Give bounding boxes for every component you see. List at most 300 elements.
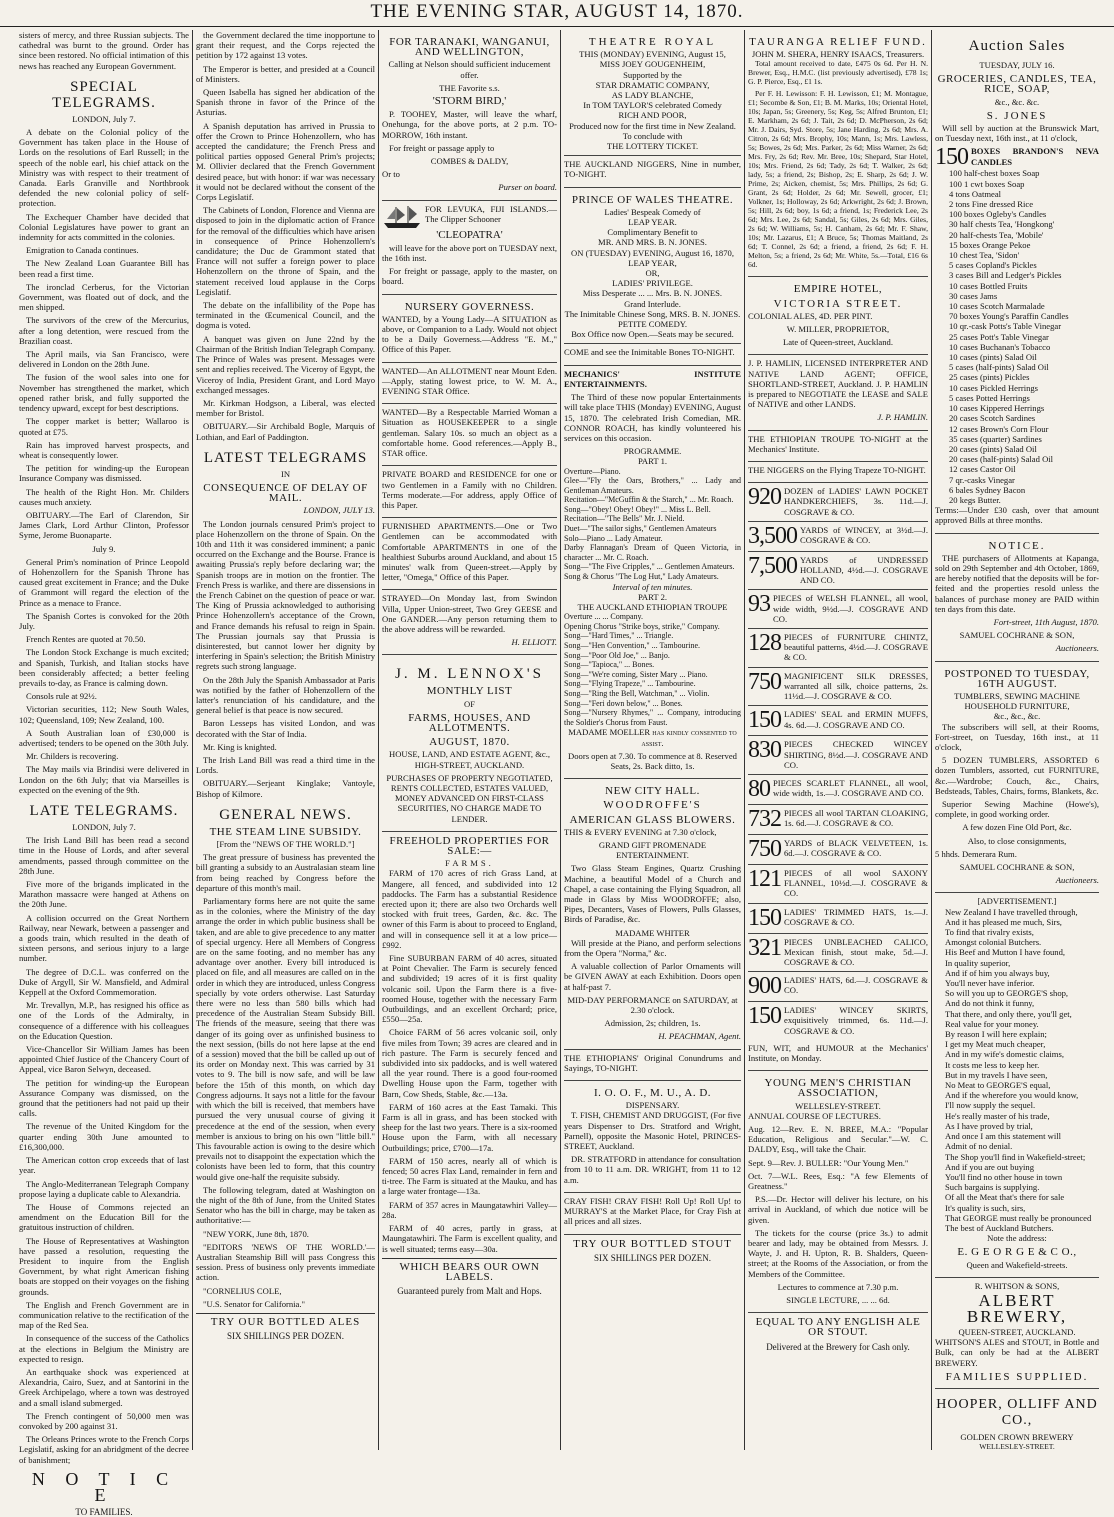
news-paragraph: In consequence of the success of the Catholics at the elections in Belgium the Ministry are expected to resign. <box>19 1333 189 1364</box>
news-paragraph: The English and French Government are in communication relative to the rectification of the map of the Red Sea. <box>19 1299 189 1331</box>
news-paragraph: The fusion of the wool sales into one for November has strengthened the market, which opened rather brisk, and fully supported the tendency upward, except for best descriptions. <box>19 372 189 414</box>
theatre-line: In TOM TAYLOR'S celebrated Comedy <box>583 100 722 111</box>
commence-note: Lectures to commence at 7.30 p.m. <box>777 1281 899 1292</box>
evening-title: THIS & EVERY EVENING at 7.30 o'clock, <box>564 826 717 837</box>
cosgrave-quantity: 920 <box>748 484 781 511</box>
lecture-item: Sept. 9—Rev. J. BULLER: "Our Young Men." <box>748 1157 909 1168</box>
postponed-title: POSTPONED TO TUESDAY, 16TH AUGUST. <box>944 667 1090 690</box>
poem-line: You'll never have inferior. <box>945 978 1035 989</box>
column-2 <box>193 30 379 1450</box>
telegrams-continued <box>196 30 375 442</box>
news-paragraph: A banquet was given on June 22nd by the Chairman of the British Indian Telegraph Company. The Prince of Wales was present. Messages were sent and replies received. The Viceroy of Egypt, the Viceroy of India, President Grant, and Lord Mayo exchanged messages. <box>196 333 375 395</box>
ales-ad: TRY OUR BOTTLED ALES <box>196 1313 375 1327</box>
furnished-ad <box>382 518 557 590</box>
trapeze-ad <box>748 462 928 483</box>
news-paragraph: "EDITORS 'NEWS OF THE WORLD.'—Australian Steamship Bill will pass Congress this session. Press of business only prevents immediate action. <box>196 1241 375 1283</box>
auction-lot: 35 cases (quarter) Sardines <box>949 433 1042 444</box>
latest-in: IN <box>280 468 291 479</box>
treasurers <box>748 49 928 59</box>
private-board-ad <box>382 466 557 518</box>
poem-line: I'll now supply the sequel. <box>945 1100 1036 1111</box>
stout-ad-price: SIX SHILLINGS PER DOZEN. <box>594 1252 711 1263</box>
news-paragraph: An earthquake shock was experienced at Alexandria, Cairo, Suez, and at Santorini in the Greek Archipelago, where a town was destroyed and a small island submerged. <box>19 1366 189 1408</box>
cosgrave-quantity: 900 <box>748 973 781 1000</box>
freehold-title: FREEHOLD PROPERTIES FOR SALE:— <box>389 834 550 857</box>
lennox-sub1: MONTHLY LIST <box>426 685 513 698</box>
part2-title: PART 2. <box>637 591 668 602</box>
empire-title: EMPIRE HOTEL, <box>793 283 883 296</box>
auction-lot: 10 cases (pints) Salad Oil <box>949 352 1037 363</box>
prince-line: Miss Desperate ... ... Mrs. B. N. JONES. <box>582 288 723 299</box>
lennox-agent: HOUSE, LAND, AND ESTATE AGENT, &c., HIGH-STREET, AUCKLAND. <box>389 749 550 770</box>
latest-telegrams-body <box>196 519 375 799</box>
cosgrave-quantity: 732 <box>748 805 781 832</box>
tumblers-etc: &c., &c., &c. <box>993 711 1041 722</box>
auction-lot: 3 cases Bill and Ledger's Pickles <box>949 270 1062 281</box>
advert-label: [ADVERTISEMENT.] <box>977 896 1057 907</box>
auction-lot: 2 tons Fine dressed Rice <box>949 199 1034 210</box>
taranaki-body2: For freight or passage apply to <box>389 142 495 153</box>
programme-part1 <box>564 467 741 582</box>
theatre-line: RICH AND POOR, <box>618 110 687 121</box>
prince-line: ON (TUESDAY) EVENING, August 16, 1870, <box>571 247 734 258</box>
news-paragraph: The Cabinets of London, Florence and Vienna are disposed to join in the diplomatic action of France for the removal of the difficulties which have arisen in consequence of Prince Hohenzollern's candidature; the Duc de Grammont stated that France will not suffer a foreign power to place Hohenzollern on the throne of Spain, and the statement received loud applause in the Corps Legislatif. <box>196 205 375 297</box>
cosgrave-quantity: 750 <box>748 835 781 862</box>
butcher-poem <box>935 907 1099 1234</box>
kapanga-notice <box>935 534 1099 662</box>
auction-lot: 10 cases Buchanan's Tobacco <box>949 341 1051 352</box>
programme-item: Song—"Poor Old Joe," ... Banjo. <box>564 650 670 660</box>
tauranga-ad <box>748 30 928 277</box>
prince-line: MR. AND MRS. B. N. JONES. <box>598 237 707 248</box>
lecture-item: Oct. 7—W.L. Rees, Esq.: "A few Elements of Greatness." <box>748 1170 928 1191</box>
cosgrave-ad <box>748 805 928 835</box>
groceries-title: GROCERIES, CANDLES, TEA, RICE, SOAP, <box>937 73 1097 96</box>
taranaki-agent: COMBES & DALDY, <box>430 156 509 167</box>
poem-line: By reason I will here explain; <box>945 1029 1047 1040</box>
taranaki-purser: Purser on board. <box>498 182 557 193</box>
programme-item: Darby Flannagan's Dream of Queen Victoria, in character ... Mr. C. Roach. <box>564 543 741 562</box>
notice-subheading: TO FAMILIES. <box>75 1506 133 1517</box>
auction-lot: 70 boxes Young's Paraffin Candles <box>949 311 1069 322</box>
news-paragraph: The New Zealand Loan Guarantee Bill has been read a first time. <box>19 258 189 279</box>
poem-line: That GEORGE must really be pronounced <box>945 1212 1092 1223</box>
news-paragraph: The Irish Land Bill was read a third time in the Lords. <box>196 755 375 776</box>
cosgrave-ad <box>748 904 928 934</box>
farm-listing: Choice FARM of 56 acres volcanic soil, only five miles from Town; 39 acres are cleared and in rich pasture. The Farm is securely fenced and subdivided into six paddocks, and is well watered all the year round. There is a good four-roomed Dwelling House upon the Farm, together with Barn, Cow Sheds, Stable, &c.—13a. <box>382 1027 557 1099</box>
cosgrave-description: YARDS of WINCEY, at 3½d.—J. COSGRAVE & CO. <box>800 524 928 546</box>
cosgrave-ad <box>748 1002 928 1040</box>
programme-item: Song—"Ring the Bell, Watchman," ... Violin. <box>564 689 710 698</box>
tumblers-ad <box>935 662 1099 894</box>
allotment-body: WANTED—An ALLOTMENT near Mount Eden.—Apply, stating lowest price, to W. M. A., EVENING STAR Office. <box>382 365 557 397</box>
poem-line: You'll find no other house in town <box>945 1171 1063 1182</box>
equal-ale-sub: Delivered at the Brewery for Cash only. <box>766 1341 910 1352</box>
column-5 <box>745 30 932 1450</box>
prince-of-wales-ad <box>564 188 741 345</box>
single-lecture: SINGLE LECTURE, ... ... 6d. <box>786 1295 890 1305</box>
programme-item: Overture ... ... Company. <box>564 612 644 622</box>
poem-line: Amongst colonial Butchers. <box>945 937 1042 948</box>
notice-title: NOTICE. <box>988 539 1046 552</box>
cosgrave-ad <box>748 835 928 865</box>
grand-gift: GRAND GIFT PROMENADE ENTERTAINMENT. <box>598 840 707 861</box>
cosgrave-quantity: 3,500 <box>748 522 797 549</box>
auction-lot: 30 cases Jams <box>949 290 998 301</box>
news-paragraph: On the 28th July the Spanish Ambassador at Paris was notified by the father of Hohenzollern of the latter's renunciation of his candidature, and the general belief is that peace is now secured. <box>196 674 375 716</box>
news-paragraph: The great pressure of business has prevented the bill granting a subsidy to an Australasian steam line from being reached by Congress before the departure of this month's mail. <box>196 852 375 893</box>
cosgrave-description: YARDS of UNDRESSED HOLLAND, 4½d.—J. COSGRAVE AND CO. <box>800 554 928 586</box>
poem-line: I get my Meat much cheaper, <box>945 1039 1046 1050</box>
theatre-line: MISS JOEY GOUGENHEIM, <box>599 59 706 70</box>
poem-line: And if the wherefore you would know, <box>945 1090 1079 1101</box>
lennox-title: J. M. LENNOX'S <box>395 666 544 683</box>
ship-intro: THE Favorite s.s. <box>439 82 500 93</box>
crayfish-ad <box>564 1193 741 1235</box>
programme-item: Song & Chorus "The Log Hut," Lady Amateurs. <box>564 572 719 582</box>
lennox-date: AUGUST, 1870. <box>429 736 510 749</box>
lennox-ad <box>382 655 557 831</box>
lot-head: BOXES BRANDON'S NEVA CANDLES <box>971 146 1099 167</box>
programme-item: Solo—Piano ... Lady Amateur. <box>564 533 663 543</box>
poem-line: And if of him you always buy, <box>945 967 1050 978</box>
glass-body: Two Glass Steam Engines, Quartz Crushing Machine, a beautiful Model of a Church and Chapel, a case containing the Flying Squadron, all made in Glass by Miss WOODROFFE; also, Pipes, Decanters, Vases of Flowers, Pulls Glasses, Birds of Paradise, &c. <box>564 863 741 925</box>
news-paragraph: The Exchequer Chamber have decided that Colonial Legislatures have power to grant an indemnity for acts committed in the colonies. <box>19 211 189 243</box>
tauranga-title: TAURANGA RELIEF FUND. <box>749 36 927 48</box>
programme-item: Duet—"The sailor sighs," Gentlemen Amateurs <box>564 524 717 534</box>
ymca-title: YOUNG MEN'S CHRISTIAN ASSOCIATION, <box>764 1077 912 1100</box>
dateline: LONDON, July 7. <box>72 822 136 832</box>
annual-course: ANNUAL COURSE OF LECTURES. <box>748 1110 881 1121</box>
empire-hotel-ad <box>748 277 928 355</box>
stout-ad: TRY OUR BOTTLED STOUT <box>573 1237 732 1250</box>
woodroffe-sub: AMERICAN GLASS BLOWERS. <box>569 813 736 826</box>
prince-title: PRINCE OF WALES THEATRE. <box>571 193 734 206</box>
jones-body: Will sell by auction at the Brunswick Mart, on Tuesday next, 16th inst., at 11 o'clock, <box>935 123 1099 144</box>
levuka-ad <box>382 201 557 295</box>
theatre-line: Produced now for the first time in New Zealand. <box>569 120 736 131</box>
theatre-title: THEATRE ROYAL <box>588 36 717 48</box>
cosgrave-quantity: 7,500 <box>748 552 797 579</box>
poem-line: So will you up to GEORGE'S shop, <box>945 988 1069 999</box>
madame-body: Will preside at the Piano, and perform selections from the Opera "Norma," &c. <box>564 937 741 959</box>
auction-lot: 100 half-chest boxes Soap <box>949 168 1040 179</box>
latest-telegrams-heading: LATEST TELEGRAMS <box>203 449 368 466</box>
stratford-body: DR. STRATFORD in attendance for consultation from 10 to 11 a.m. DR. WRIGHT, from 11 to 12 a.m. <box>564 1154 741 1185</box>
auction-lot: 5 cases (half-pints) Salad Oil <box>949 362 1049 373</box>
cosgrave-description: PIECES all wool TARTAN CLOAKING, 1s. 6d.—J. COSGRAVE & CO. <box>784 807 928 829</box>
prince-line: Grand Interlude. <box>624 298 681 309</box>
news-paragraph: Emigration to Canada continues. <box>26 245 139 256</box>
news-paragraph: OBITUARY.—The Earl of Clarendon, Sir James Clark, Lord Arthur Clinton, Professor Syme, Jerome Buonaparte. <box>19 509 189 541</box>
cosgrave-quantity: 150 <box>748 904 781 931</box>
cochrane-name: SAMUEL COCHRANE & SON, <box>959 630 1075 641</box>
news-paragraph: General Prim's nomination of Prince Leopold of Hohenzollern for the Spanish Throne has caused great excitement in France; and the Duke of Grammont will regard the election of the Prince as a menace to France. <box>19 556 189 608</box>
cosgrave-quantity: 830 <box>748 737 781 764</box>
labels-ad-sub: Guaranteed purely from Malt and Hops. <box>397 1286 542 1297</box>
theatre-lines <box>564 49 741 151</box>
programme-title: PROGRAMME. <box>623 446 682 457</box>
iof-title: I. O. O. F., M. U., A. D. <box>593 1087 712 1100</box>
housekeeper-body: WANTED—By a Respectable Married Woman a Situation as HOUSEKEEPER to a single gentleman. Salary 10s. so much an object as a comfortable home. Good references.—Apply B., STAR office. <box>382 407 557 459</box>
golden-crown: GOLDEN CROWN BREWERY <box>960 1431 1074 1442</box>
niggers-ad <box>564 156 741 187</box>
auction-lots <box>935 168 1099 505</box>
news-paragraph: the Government declared the time inopportune to grant their request, and the Corps rejected the petition by 172 against 13 votes. <box>196 30 375 61</box>
news-paragraph: Baron Lesseps has visited London, and was decorated with the Star of India. <box>196 718 375 739</box>
strayed-body: STRAYED—On Monday last, from Swindon Villa, Upper Union-street, Two Grey GEESE and One GANDER.—Any person returning them to the above address will be rewarded. <box>382 593 557 634</box>
george-address: Queen and Wakefield-streets. <box>966 1259 1068 1270</box>
auction-lot: 25 cases (pints) Pickles <box>949 372 1030 383</box>
auction-date: TUESDAY, JULY 16. <box>979 60 1055 70</box>
cosgrave-ad <box>748 483 928 522</box>
auction-lot: 20 cases (pints) Salad Oil <box>949 443 1037 454</box>
crayfish-body: CRAY FISH! CRAY FISH! Roll Up! Roll Up! to MURRAY'S at the Market Place, for Cray Fish at all prices and all sizes. <box>564 1195 741 1227</box>
treasurer-2: HENRY ISAACS, <box>820 49 885 60</box>
allotment-ad <box>382 363 557 405</box>
auction-lot: 30 half chests Tea, 'Hongkong' <box>949 219 1055 230</box>
notice-date: Fort-street, 11th August, 1870. <box>993 616 1099 627</box>
gift-body: A valuable collection of Parlor Ornaments will be GIVEN AWAY at each Exhibition. Doors open at half-past 7. <box>564 961 741 992</box>
jones-name: S. JONES <box>986 109 1048 122</box>
treasurer-1: JOHN M. SHERA, <box>751 49 819 60</box>
farm-listing: FARM of 40 acres, partly in grass, at Maungatawhiri. The Farm is excellent quality, and is well situated; terms easy—30a. <box>382 1223 557 1254</box>
news-paragraph: A South Australian loan of £30,000 is advertised; tenders to be opened on the 30th July. <box>19 727 189 748</box>
poem-line: His Beef and Mutton I have found, <box>945 947 1066 958</box>
taranaki-ad <box>382 30 557 201</box>
news-paragraph: The American cotton crop exceeds that of last year. <box>19 1155 189 1176</box>
news-paragraph: Consols rule at 92½. <box>26 691 97 702</box>
auction-lot: 5 cases Copland's Pickles <box>949 260 1037 271</box>
poem-line: The best of Auckland Butchers. <box>945 1222 1054 1233</box>
note-address: Note the address: <box>987 1233 1047 1244</box>
auction-lot: 12 cases Brown's Corn Flour <box>949 423 1049 434</box>
cosgrave-quantity: 750 <box>748 668 781 695</box>
programme-item: Overture—Piano. <box>564 466 621 476</box>
news-paragraph: The Irish Land Bill has been read a second time in the House of Lords, and after several amendments, passed through committee on the 28th June. <box>19 835 189 876</box>
cosgrave-ad <box>748 972 928 1002</box>
tauranga-list: Per F. H. Lewisson: F. H. Lewisson, £1; M. Montague, £1; Secombe & Son, £1; B. M. Marks, 10s; Oriental Hotel, 10s; Japan, 5s; Greenery, 5s; Keg, 5s; Alfred Brunton, £1; E. Markham, 2s 6d; J. Tait, 2s 6d; D. McPherson, 2s 6d; Mr. J. Dairs, Syd. Store, 5s; Jane Harding, 2s 6d; Mrs. A. Citron, 2s 6d; Mrs. Brophy, 10s; Mann, 1s; Mrs. Lawless, 5s; Bowes, 2s 6d; Mrs. Parker, 2s 6d; Miss Warner, 2s 6d; Mrs. Fry, 2s 6d; Rev. Mr. Bree, 10s; Shepard, Star Hotel, 10s; Mrs. Friend, 2s 6d; Tady, 2s 6d; T. Walker, 2s 6d; lady, 5s; a friend, 2s; Bishop, 2s; E. Sharp, 2s 6d; J. W. Prime, 2s; Aicken, chemist, 5s; Mrs. Phillips, 2s 6d; G. Grant, 2s 6d; Holder, 2s 6d; Mr. Sewell, grocer, £1; Volkner, 1s; Holloway, 2s 6d; Arkwright, 2s 6d; J. Brown, 5s; Hill, 2s 6d; boy, 1s 6d; a friend, 1s; Frederick Lee, 2s 6d; Mrs. Lee, 2s 6d; Sandal, 5s; Giles, 2s 6d; Mrs. Giles, 2s 6d; W. Williams, 5s; H. Canham, 2s 6d; Mr. F. Shaw, 10s; Mr. Lazarus, £1; A Bruce, 5s; Thomas Maitland, 2s 6d; T. Connel, 2s 6d; a friend, a friend, 2s 6d; F. H. Melton, 5s; a friend, 2s 6d; Mr. White, 5s.—Total, £16 6s 6d. <box>748 89 928 270</box>
column-6 <box>932 30 1102 1450</box>
niggers-body: THE AUCKLAND NIGGERS, Nine in number, TO-NIGHT. <box>564 159 741 180</box>
notice-body: THE purchasers of Allotments at Kapanga, sold on 29th September and 4th October, 1869, are hereby notified that the deposits will be for-feited and the properties resold unless the balances of purchase money are PAID within ten days from this date. <box>935 552 1099 614</box>
tumblers-title: TUMBLERS, SEWING MACHINE HOUSEHOLD FURNITURE, <box>954 690 1080 712</box>
moeller-note: MADAME MOELLER has kindly consented to assist. <box>568 727 737 748</box>
poem-line: New Zealand I have travelled through, <box>945 906 1078 917</box>
ship-name: 'STORM BIRD,' <box>432 95 507 108</box>
news-paragraph: The French contingent of 50,000 men was convoked by 200 against 31. <box>19 1410 189 1431</box>
news-paragraph: The May mails via Brindisi were delivered in London on the 6th July; that via Marseilles is expected on the evening of the 9th. <box>19 764 189 795</box>
dispensary-title: DISPENSARY. <box>625 1100 680 1111</box>
auction-sales-heading: Auction Sales <box>968 38 1066 54</box>
colonial-ales: COLONIAL ALES, 4D. PER PINT. <box>748 310 873 321</box>
programme-item: Song—"Hard Times," ... Triangle. <box>564 631 674 641</box>
late-telegrams-heading: LATE TELEGRAMS. <box>29 803 179 819</box>
subsidy-heading: THE STEAM LINE SUBSIDY. <box>209 825 362 838</box>
auction-lot: 6 bales Sydney Bacon <box>949 484 1026 495</box>
news-paragraph: Mr. King is knighted. <box>203 741 277 752</box>
proprietor: W. MILLER, PROPRIETOR, <box>786 324 890 335</box>
nursery-ad <box>382 295 557 363</box>
cosgrave-quantity: 321 <box>748 934 781 961</box>
levuka-title: FOR LEVUKA, FIJI ISLANDS.—The Clipper Schooner <box>425 203 557 224</box>
levuka-body2: For freight or passage, apply to the master, on board. <box>382 266 557 287</box>
news-paragraph: "U.S. Senator for California." <box>203 1298 306 1309</box>
news-paragraph: French Rentes are quoted at 70.50. <box>26 634 146 645</box>
theatre-line: THE LOTTERY TICKET. <box>606 141 699 152</box>
cosgrave-quantity: 121 <box>748 865 781 892</box>
poem-line: It's quality is such, sirs, <box>945 1202 1026 1213</box>
taranaki-body: P. TOOHEY, Master, will leave the wharf, Onehunga, for the above ports, at 2 p.m. TO-MORROW, 16th instant. <box>382 109 557 140</box>
hooper-title: HOOPER, OLLIFF AND CO., <box>936 1396 1098 1428</box>
poem-line: The Shop you'll find in Wakefield-street; <box>945 1151 1086 1162</box>
cosgrave-description: PIECES of all wool SAXONY FLANNEL, 10½d.—J. COSGRAVE & CO. <box>784 867 928 899</box>
theatre-line: THIS (MONDAY) EVENING, August 15, <box>579 49 726 60</box>
groceries-etc: &c., &c. &c. <box>994 96 1040 107</box>
whitson-ales: WHITSON'S ALES and STOUT, in Bottle and Bulk, can only be had at the ALBERT BREWERY. <box>935 1337 1099 1368</box>
cosgrave-quantity: 80 <box>748 775 770 802</box>
auction-lot: 25 cases Pott's Table Vinegar <box>949 331 1049 342</box>
theatre-line: STAR DRAMATIC COMPANY, <box>595 79 710 90</box>
tauranga-body: Total amount received to date, £475 0s 6d. Per H. N. Brewer, Esq., H.M.C. (list previously advertised), £78 1s; G. P. Pierce, Esq., £1 1s. <box>748 59 928 87</box>
poem-line: Of all the Meat that's there for sale <box>945 1192 1065 1203</box>
jones-auction-ad <box>935 57 1099 534</box>
mechanics-title: MECHANICS' INSTITUTE ENTERTAINMENTS. <box>564 368 741 389</box>
ymca-ad <box>748 1071 928 1313</box>
cosgrave-description: PIECES UNBLEACHED CALICO, Mexican finish, stout make, 5d.—J. COSGRAVE & CO. <box>784 936 928 967</box>
news-paragraph: The revenue of the United Kingdom for the quarter ending 30th June amounted to £16,300,000. <box>19 1121 189 1152</box>
theatre-royal-ad <box>564 30 741 156</box>
farms-title: FARMS. <box>445 858 494 869</box>
treasurers-label: Treasurers. <box>886 49 925 60</box>
ps-note: P.S.—Dr. Hector will deliver his lecture, on his arrival in Auckland, of which due notice will be given. <box>748 1194 928 1225</box>
taranaki-sub: Calling at Nelson should sufficient inducement offer. <box>388 59 551 80</box>
albert-address: QUEEN-STREET, AUCKLAND. <box>958 1326 1076 1337</box>
programme-item: Song—"Nursery Rhymes," ... Company, introducing the Soldier's Chorus from Faust. <box>564 708 741 727</box>
cosgrave-ad <box>748 552 928 591</box>
poem-line: And in my wife's domestic claims, <box>945 1049 1064 1060</box>
news-paragraph: OBITUARY.—Serjeant Kinglake; Vantoyle, Bishop of Kilmore. <box>196 778 375 799</box>
programme-item: Song—"Obey! Obey! Obey!" ... Miss L. Bell. <box>564 504 711 514</box>
news-paragraph: The London journals censured Prim's project to place Hohenzollern on the throne of Spain. On the 10th and 11th it was considered imminent; a panic occurred on the Exchange and the Bourse. France is awaiting Prussia's reply before declaring war; the Spanish troops are in motion on the frontier. The French Press is warlike, and there are dissensions in the French Cabinet on the question of peace or war. The King of Prussia acknowledged to authorising Prince Hohenzollern's acceptance of the Crown, and France demands his refusal to reign in Spain. The Prussian journals say that Prussia is disinterested, but cannot lower her dignity by interfering in Spain's selection; the British Ministry regrets such strong language. <box>196 518 375 672</box>
programme-item: Recitation—"McGuffin & the Starch," ... Mr. Roach. <box>564 495 734 505</box>
news-paragraph: The London Stock Exchange is much excited; and Spanish, Turkish, and Italian stocks have been considerably affected; a better feeling prevails to-day, as France is calming down. <box>19 647 189 688</box>
cosgrave-ad <box>748 775 928 805</box>
news-paragraph: "CORNELIUS COLE, <box>203 1285 282 1296</box>
prince-line: PETITE COMEDY. <box>617 319 688 330</box>
news-paragraph: Vice-Chancellor Sir William James has been appointed Chief Justice of the Chancery Court of Appeal, vice Baron Selwyn, deceased. <box>19 1044 189 1075</box>
cosgrave-description: LADIES' HATS, 6d.—J. COSGRAVE & CO. <box>784 975 928 996</box>
news-paragraph: The Spanish Cortes is convoked for the 20th July. <box>19 610 189 631</box>
programme-item: Song—"The Five Cripples," ... Gentlemen Amateurs. <box>564 562 735 572</box>
notice-heading: N O T I C E <box>31 1468 177 1505</box>
prince-line: LEAP YEAR, <box>628 257 677 268</box>
prince-lines <box>564 207 741 340</box>
theatre-line: Supported by the <box>623 69 682 80</box>
ethiopian-troupe-ad <box>748 431 928 462</box>
farm-listing: FARM of 170 acres of rich Grass Land, at Mangere, all fenced, and subdivided into 12 paddocks. The Farm has a substantial Residence erected upon it; there are also two Orchards well stocked with fruit trees, Garden, &c. &c. The owner of this Farm is about to proceed to England, and will in consequence sell it at a low price—£992. <box>382 868 557 950</box>
lot-number: 150 <box>935 144 968 171</box>
lecture-item: Aug. 12—Rev. E. N. BREE, M.A.: "Popular Education, Religious and Secular."—W. C. DALDY, Esq., will take the Chair. <box>748 1123 928 1155</box>
news-paragraph: The survivors of the crew of the Mercurius, after a long detention, were rescued from the Brazilian coast. <box>19 315 189 346</box>
albert-title: ALBERT BREWERY, <box>966 1290 1068 1326</box>
auction-lot: 20 cases (half-pints) Salad Oil <box>949 454 1054 465</box>
cosgrave-description: LADIES' TRIMMED HATS, 1s.—J. COSGRAVE & CO. <box>784 906 928 927</box>
programme-item: Song—"We're coming, Sister Mary ... Piano. <box>564 669 708 679</box>
fun-body: FUN, WIT, and HUMOUR at the Mechanics' Institute, on Monday. <box>748 1042 928 1063</box>
albert-brewery-ad <box>935 1278 1099 1389</box>
whitson-name: R. WHITSON & SONS, <box>974 1280 1060 1291</box>
prince-line: LEAP YEAR. <box>628 217 677 228</box>
cosgrave-description: LADIES' SEAL and ERMIN MUFFS, 4s. 6d.—J. COSGRAVE AND CO. <box>784 709 928 730</box>
lennox-sub2: FARMS, HOUSES, AND ALLOTMENTS. <box>408 711 531 734</box>
prince-line: Ladies' Bespeak Comedy of <box>604 206 701 217</box>
lot-header <box>935 144 1099 171</box>
news-paragraph: The petition for winding-up the European Insurance Company was dismissed. <box>19 463 189 484</box>
column-1 <box>16 30 193 1517</box>
theatre-line: To conclude with <box>622 130 683 141</box>
news-paragraph: The Anglo-Mediterranean Telegraph Company propose laying a duplicate cable to Alexandria. <box>19 1178 189 1199</box>
dateline: LONDON, JULY 13. <box>303 505 375 516</box>
taranaki-title: FOR TARANAKI, WANGANUI, AND WELLINGTON, <box>389 36 550 59</box>
mechanics-body: The Third of these now popular Entertainments will take place THIS (Monday) EVENING, August 15, 1870. The celebrated Irish Comedian, MR. CONNOR ROACH, has kindly volunteered his services on this occasion. <box>564 392 741 443</box>
programme-item: Song—"Flying Trapeze," ... Tambourine. <box>564 679 696 689</box>
poem-line: To find that rivalry exists, <box>945 927 1034 938</box>
housekeeper-ad <box>382 404 557 466</box>
news-paragraph: The April mails, via San Francisco, were delivered in London on the 28th June. <box>19 349 189 370</box>
programme-item: Song—"Tapioca," ... Bones. <box>564 660 655 670</box>
auctioneers-label-2: Auctioneers. <box>1055 875 1099 886</box>
cosgrave-description: PIECES of WELSH FLANNEL, all wool, wide width, 9½d.—J. COSGRAVE AND CO. <box>773 593 928 624</box>
agent-signature: H. PEACHMAN, Agent. <box>658 1031 741 1042</box>
ethiopians-ad <box>564 1050 741 1081</box>
fun-ad <box>748 1040 928 1071</box>
cosgrave-ad <box>748 668 928 707</box>
auctioneers-label: Auctioneers. <box>1055 643 1099 654</box>
rum-lot: 5 hhds. Demerara Rum. <box>935 848 1017 859</box>
cosgrave-quantity: 93 <box>748 591 770 618</box>
news-paragraph: A Spanish deputation has arrived in Prussia to offer the Crown to Prince Hohenzollern, who has accepted the candidature; the French Press and political parties opposed General Prim's projects; M. Ollivier declared that the French Government desired peace, but with honor: if war was necessary it would not be declared without the consent of the Corps Legislatif. <box>196 120 375 203</box>
poem-line: But in my travels I have seen, <box>945 1069 1048 1080</box>
ethiopians-body: THE ETHIOPIANS' Original Conundrums and Sayings, TO-NIGHT. <box>564 1052 741 1073</box>
labels-ad: WHICH BEARS OUR OWN LABELS. <box>382 1258 557 1282</box>
prince-line: The Inimitable Chinese Song, MRS. B. N. JONES. <box>564 308 741 319</box>
news-paragraph: The copper market is better; Wallaroo is quoted at £75. <box>19 416 189 437</box>
doors-note: Doors open at 7.30. To commence at 8. Reserved Seats, 2s. Back ditto, 1s. <box>568 750 737 771</box>
auction-lot: 4 tons Oatmeal <box>949 188 1002 199</box>
taranaki-or: Or to <box>382 169 400 180</box>
telegrams-body-2 <box>19 557 189 795</box>
masthead: THE EVENING STAR, AUGUST 14, 1870. <box>0 0 1114 27</box>
lectures-list <box>748 1124 928 1191</box>
auction-lot: 7 qr.-casks Vinegar <box>949 474 1015 485</box>
news-paragraph: Five more of the brigands implicated in the Marathon massacre were hanged at Athens on the 20th June. <box>19 879 189 910</box>
auction-lot: 10 cases Scotch Marmalade <box>949 301 1045 312</box>
poem-line: And it has pleased me much, Sirs, <box>945 916 1062 927</box>
programme-item: Glee—"Fly the Oars, Brothers," ... Lady and Gentleman Amateurs. <box>564 476 741 495</box>
farm-listing: FARM of 150 acres, nearly all of which is fenced; 50 acres Flax Land, remainder in fern and ti-tree. The Farm is situated at the Mauku, and has a large water frontage—13a. <box>382 1155 557 1197</box>
nursery-title: NURSERY GOVERNESS. <box>404 300 535 313</box>
hamlin-body: J. P. HAMLIN, LICENSED INTERPRETER AND NATIVE LAND AGENT; OFFICE, SHORTLAND-STREET, Auckland. J. P. HAMLIN is prepared to NEGOTIATE the LEASE and SALE of NATIVE and other LANDS. <box>748 358 928 410</box>
auction-lot: 10 cases Kippered Herrings <box>949 403 1045 414</box>
auction-lot: 5 cases Potted Herrings <box>949 392 1030 403</box>
cochrane-name-2: SAMUEL COCHRANE & SON, <box>959 862 1075 873</box>
news-paragraph: The Orleans Princes wrote to the French Corps Legislatif, asking for an abridgment of the decree of banishment; <box>19 1434 189 1465</box>
cosgrave-description: MAGNIFICENT SILK DRESSES, warranted all silk, choice patterns, 2s. 11½d.—J. COSGRAVE & CO. <box>784 670 928 702</box>
late-of: Late of Queen-street, Auckland. <box>782 337 893 348</box>
news-paragraph: Mr. Kirkman Hodgson, a Liberal, was elected member for Bristol. <box>196 397 375 419</box>
cosgrave-ad <box>748 590 928 629</box>
